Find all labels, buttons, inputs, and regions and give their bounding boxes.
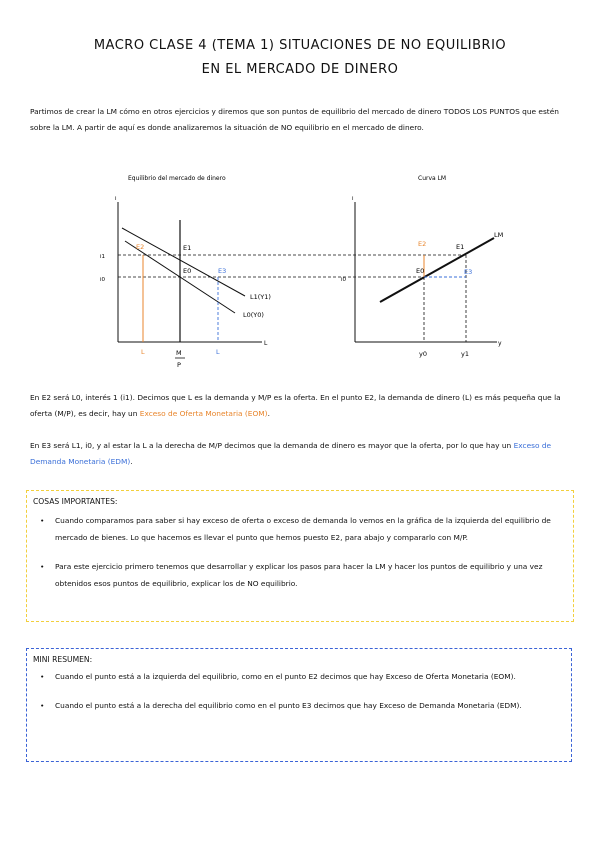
demand-curve-L1 bbox=[122, 228, 245, 296]
important-item-text: Cuando comparamos para saber si hay exceso de oferta o exceso de demanda lo vemos en la gráfica de la izquierda del equilibrio de mercado de bienes. Lo que hacemos es llevar el punto que hemos puesto E2, para abajo y compararlo con M/P. bbox=[55, 516, 551, 542]
summary-item bbox=[30, 668, 566, 685]
curve-label-L0: L0(Y0) bbox=[243, 311, 264, 319]
paragraph-e3-text: En E3 será L1, i0, y al estar la L a la derecha de M/P decimos que la demanda de dinero es mayor que la oferta, por lo que hay un bbox=[30, 441, 514, 450]
left-x-label-M: M bbox=[176, 349, 182, 357]
left-x-label-L-blue: L bbox=[216, 348, 220, 356]
intro-paragraph: Partimos de crear la LM cómo en otros ejercicios y diremos que son puntos de equilibrio del mercado de dinero TODOS LOS PUNTOS que estén sobre la LM. A partir de aquí es donde analizaremos la situación de NO equilibrio en el mercado de dinero. bbox=[30, 107, 559, 132]
eom-highlight: Exceso de Oferta Monetaria (EOM) bbox=[139, 409, 268, 418]
lm-curve-label: LM bbox=[494, 231, 504, 239]
page-title-line2: EN EL MERCADO DE DINERO bbox=[201, 62, 399, 77]
summary-item-text: Cuando el punto está a la derecha del equilibrio como en el punto E3 decimos que hay Exceso de Demanda Monetaria (EDM). bbox=[55, 701, 522, 710]
left-x-axis-label: L bbox=[264, 340, 268, 347]
left-i1-label: i1 bbox=[100, 254, 106, 260]
summary-item bbox=[30, 697, 566, 714]
left-label-E0: E0 bbox=[183, 267, 192, 275]
left-x-label-P: P bbox=[177, 361, 181, 369]
right-label-E0: E0 bbox=[416, 267, 425, 275]
left-x-label-L-orange: L bbox=[141, 348, 145, 356]
summary-heading: MINI RESUMEN: bbox=[33, 655, 93, 664]
right-y0-label: y0 bbox=[419, 350, 427, 358]
right-i0-label: i0 bbox=[341, 277, 347, 283]
right-chart-title: Curva LM bbox=[418, 175, 447, 182]
important-item-text: Para este ejercicio primero tenemos que desarrollar y explicar los pasos para hacer la LM y hacer los puntos de equilibrio y una vez obtenidos esos puntos de equilibrio, explicar los de NO equilibrio. bbox=[55, 562, 543, 588]
left-label-E2: E2 bbox=[136, 243, 145, 251]
bullet-icon: • bbox=[40, 516, 45, 525]
left-i0-label: i0 bbox=[100, 277, 106, 283]
paragraph-e2-text: En E2 será L0, interés 1 (i1). Decimos que L es la demanda y M/P es la oferta. En el punto E2, la demanda de dinero (L) es más pequeña que la oferta (M/P), es decir, hay un bbox=[30, 393, 561, 418]
left-y-axis-label: i bbox=[115, 196, 117, 202]
summary-item-text: Cuando el punto está a la izquierda del equilibrio, como en el punto E2 decimos que hay Exceso de Oferta Monetaria (EOM). bbox=[55, 672, 516, 681]
page-title-line1: MACRO CLASE 4 (TEMA 1) SITUACIONES DE NO EQUILIBRIO bbox=[93, 38, 507, 53]
important-list bbox=[30, 512, 570, 592]
lm-curve bbox=[380, 238, 494, 302]
paragraph-e3 bbox=[30, 438, 572, 470]
paragraph-e2 bbox=[30, 390, 572, 422]
important-item bbox=[30, 558, 570, 592]
right-y1-label: y1 bbox=[461, 350, 469, 358]
edm-highlight: Exceso de Demanda Monetaria (EDM) bbox=[30, 441, 552, 466]
bullet-icon: • bbox=[40, 672, 45, 681]
right-label-E2: E2 bbox=[418, 240, 427, 248]
left-label-E1: E1 bbox=[183, 244, 192, 252]
bullet-icon: • bbox=[40, 562, 45, 571]
important-item bbox=[30, 512, 570, 546]
left-chart-title: Equilibrio del mercado de dinero bbox=[128, 175, 226, 182]
summary-list bbox=[30, 668, 566, 714]
right-y-axis-label: i bbox=[352, 196, 354, 202]
right-label-E3: E3 bbox=[464, 268, 473, 276]
paragraph-e3-end: . bbox=[130, 457, 133, 466]
right-label-E1: E1 bbox=[456, 243, 465, 251]
bullet-icon: • bbox=[40, 701, 45, 710]
curve-label-L1: L1(Y1) bbox=[250, 293, 271, 301]
paragraph-e2-end: . bbox=[267, 409, 270, 418]
left-label-E3: E3 bbox=[218, 267, 227, 275]
important-heading: COSAS IMPORTANTES: bbox=[33, 497, 118, 506]
right-x-axis-label: y bbox=[498, 340, 502, 347]
